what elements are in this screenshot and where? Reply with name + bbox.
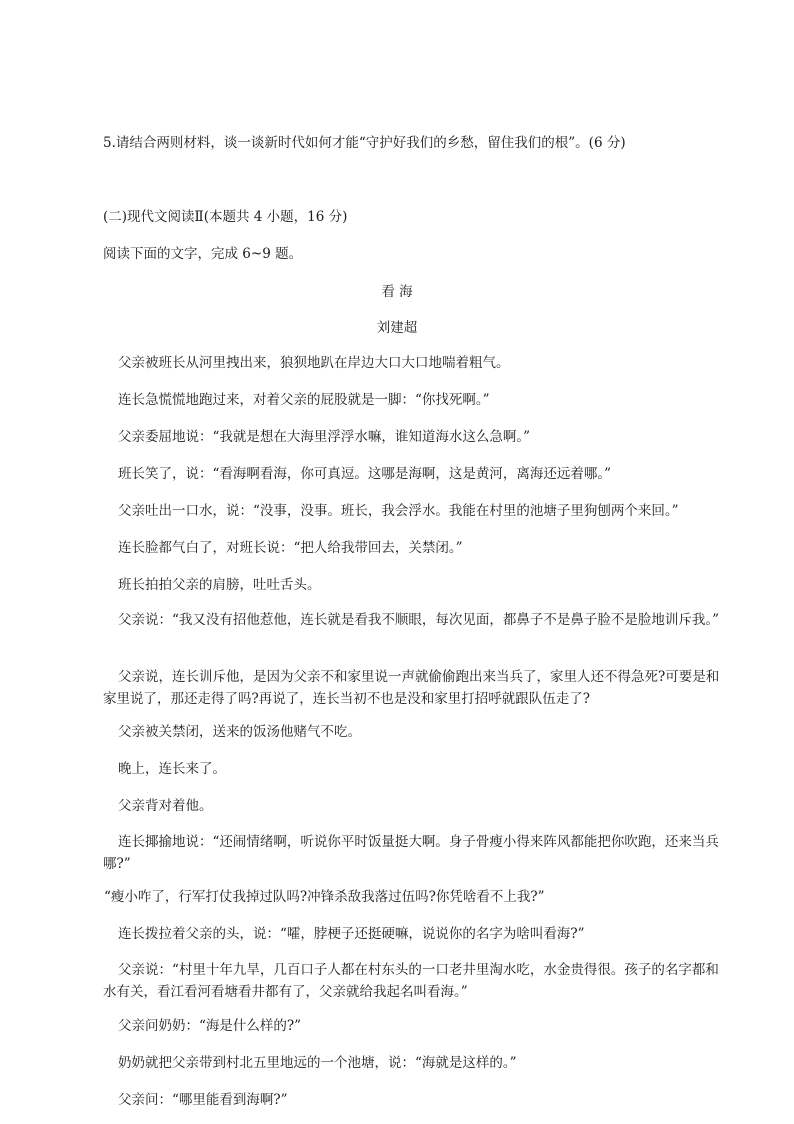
story-paragraph: 父亲问奶奶：“海是什么样的?” bbox=[118, 1018, 302, 1034]
story-paragraph: 父亲说：“我又没有招他惹他，连长就是看我不顺眼，每次见面，都鼻子不是鼻子脸不是脸地训斥我。” bbox=[118, 612, 720, 628]
story-author: 刘建超 bbox=[376, 320, 418, 336]
story-paragraph: 连长脸都气白了，对班长说：“把人给我带回去，关禁闭。” bbox=[118, 540, 463, 556]
story-paragraph: 父亲说，连长训斥他，是因为父亲不和家里说一声就偷偷跑出来当兵了，家里人还不得急死?可要是和家里说了，那还走得了吗?再说了，连长当初不也是没和家里打招呼就跟队伍走了? bbox=[103, 669, 720, 707]
story-paragraph: 班长拍拍父亲的肩膀，吐吐舌头。 bbox=[118, 577, 321, 593]
story-paragraph: 奶奶就把父亲带到村北五里地远的一个池塘，说：“海就是这样的。” bbox=[118, 1055, 517, 1071]
story-paragraph: 父亲被班长从河里拽出来，狼狈地趴在岸边大口大口地喘着粗气。 bbox=[118, 355, 510, 371]
story-paragraph: 父亲吐出一口水，说：“没事，没事。班长，我会浮水。我能在村里的池塘子里狗刨两个来回。” bbox=[118, 503, 679, 519]
story-paragraph: 父亲问：“哪里能看到海啊?” bbox=[118, 1092, 288, 1108]
story-paragraph: 父亲说：“村里十年九旱，几百口子人都在村东头的一口老井里淘水吃，水金贵得很。孩子的名字都和水有关，看江看河看塘看井都有了，父亲就给我起名叫看海。” bbox=[103, 962, 719, 1000]
reading-instruction: 阅读下面的文字，完成 6~9 题。 bbox=[103, 246, 303, 262]
story-paragraph: 晚上，连长来了。 bbox=[118, 761, 226, 777]
story-paragraph: 连长揶揄地说：“还闹情绪啊，听说你平时饭量挺大啊。身子骨瘦小得来阵风都能把你吹跑，还来当兵哪?” bbox=[103, 834, 719, 872]
story-paragraph: 父亲委屈地说：“我就是想在大海里浮浮水嘛，谁知道海水这么急啊。” bbox=[118, 429, 531, 445]
story-paragraph: 班长笑了，说：“看海啊看海，你可真逗。这哪是海啊，这是黄河，离海还远着哪。” bbox=[118, 466, 612, 482]
story-paragraph: 父亲背对着他。 bbox=[118, 798, 213, 814]
story-title: 看 海 bbox=[381, 284, 413, 300]
story-paragraph: “瘦小咋了，行军打仗我掉过队吗?冲锋杀敌我落过伍吗?你凭啥看不上我?” bbox=[104, 889, 545, 905]
story-paragraph: 连长拨拉着父亲的头，说：“嚯，脖梗子还挺硬嘛，说说你的名字为啥叫看海?” bbox=[118, 926, 585, 942]
story-paragraph: 父亲被关禁闭，送来的饭汤他赌气不吃。 bbox=[118, 724, 361, 740]
section-heading: (二)现代文阅读Ⅱ(本题共 4 小题，16 分) bbox=[103, 209, 348, 225]
question-5: 5.请结合两则材料，谈一谈新时代如何才能“守护好我们的乡愁，留住我们的根”。(6 分) bbox=[103, 135, 626, 151]
story-paragraph: 连长急慌慌地跑过来，对着父亲的屁股就是一脚：“你找死啊。” bbox=[118, 392, 490, 408]
